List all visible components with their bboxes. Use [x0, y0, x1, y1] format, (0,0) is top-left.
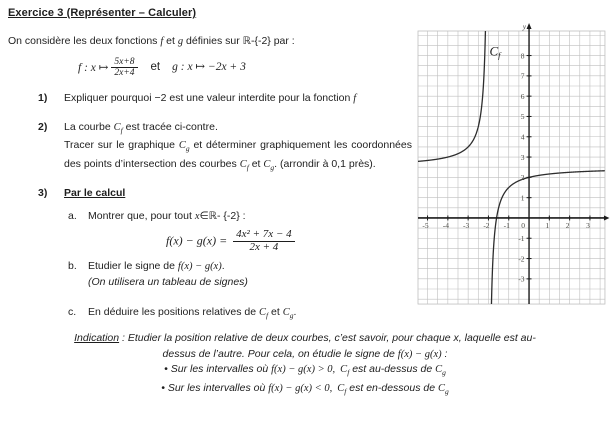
question-1: [8, 91, 412, 107]
bullet1-math: f(x) − g(x) > 0,: [271, 364, 336, 375]
q3a-post: ∈ℝ- {-2} :: [199, 209, 246, 222]
intro-and: et: [163, 35, 178, 47]
curve-letter: C: [282, 307, 290, 319]
svg-text:8: 8: [520, 51, 525, 61]
q3a-pre: Montrer que, pour tout: [88, 209, 195, 222]
question-1-body: Expliquer pourquoi −2 est une valeur interdite pour la fonction: [64, 92, 354, 104]
curve-g-symbol: [263, 159, 274, 170]
svg-text:-5: -5: [422, 220, 429, 230]
indication-line1-rest: : Etudier la position relative de deux courbes, c’est savoir, pour chaque x, laquelle est au-: [119, 332, 536, 344]
svg-text:Cf: Cf: [489, 43, 501, 61]
curve-letter: C: [438, 382, 446, 394]
q2-line1-post: est tracée ci-contre.: [122, 120, 218, 133]
function-graph: [412, 23, 610, 314]
curve-g-symbol: [438, 383, 449, 394]
svg-text:1: 1: [545, 220, 550, 230]
svg-text:4: 4: [520, 132, 525, 142]
bullet-icon: •: [164, 363, 168, 375]
svg-text:-4: -4: [442, 220, 449, 230]
indication-bullet-1: [25, 362, 585, 381]
q3b-pre: Etudier le signe de: [88, 260, 178, 273]
indication-bullet-2: [25, 381, 585, 400]
curve-f-subscript: f: [266, 311, 269, 321]
q3b-math: f(x) − g(x): [177, 261, 222, 273]
function-graph-svg: [412, 23, 610, 309]
svg-text:-2: -2: [518, 254, 525, 264]
curve-g-symbol: [178, 140, 190, 154]
svg-text:5: 5: [520, 112, 525, 122]
q3c-pre: En déduire les positions relatives de: [88, 306, 260, 319]
curve-f-subscript: f: [347, 368, 350, 378]
curve-g-symbol: [282, 306, 297, 321]
question-1-text: [64, 91, 412, 107]
q2-para-post: . (arrondir à 0,1 près).: [274, 157, 376, 170]
question-3-number: 3): [38, 187, 48, 200]
svg-text:-1: -1: [503, 220, 510, 230]
difference-formula: [166, 229, 412, 254]
indication-line2-pre: dessus de l’autre. Pour cela, on étudie le signe de: [162, 347, 398, 360]
bullet2-pre: Sur les intervalles où: [164, 381, 269, 394]
f-definition-lead: f : x ↦: [78, 61, 109, 74]
q2-para-mid: et déterminer graphiquement les coordonnées des points d’intersection des courbes: [64, 139, 412, 170]
q3b-line1: [88, 259, 412, 275]
curve-letter: C: [259, 307, 267, 319]
f-symbol: f: [160, 36, 164, 47]
question-3c-text: [88, 305, 412, 324]
f-fraction-numerator: 5x+8: [111, 57, 137, 68]
curve-g-subscript: g: [270, 162, 275, 172]
curve-letter: C: [178, 140, 186, 152]
question-3-heading: Par le calcul: [64, 187, 126, 200]
curve-f-subscript: f: [246, 162, 249, 172]
indication-line2-end: :: [441, 347, 448, 360]
function-definitions: [78, 57, 412, 79]
indication-line1: [25, 331, 585, 347]
question-2-line1: [64, 120, 412, 139]
q2-para-pre: Tracer sur le graphique: [64, 139, 179, 152]
question-3a-label: a.: [68, 209, 77, 222]
svg-text:-3: -3: [463, 220, 470, 230]
question-3b-label: b.: [68, 260, 77, 273]
indication-line2: [25, 347, 585, 363]
indication-note: [25, 331, 585, 399]
svg-text:-1: -1: [518, 233, 525, 243]
bullet2-math: f(x) − g(x) < 0,: [268, 382, 333, 394]
curve-f-symbol: [259, 307, 269, 321]
svg-text:3: 3: [586, 220, 590, 230]
difference-numerator: 4x² + 7x − 4: [233, 229, 294, 242]
q3b-note: (On utilisera un tableau de signes): [88, 275, 248, 288]
bullet-icon: •: [161, 381, 165, 394]
curve-f-symbol: [240, 159, 249, 170]
bullet1-pre: Sur les intervalles où: [167, 363, 272, 375]
q2-line1-pre: La courbe: [64, 120, 114, 133]
curve-letter: C: [113, 121, 121, 133]
question-3c-label: c.: [68, 306, 77, 319]
g-definition: g : x ↦ −2x + 3: [172, 61, 246, 74]
q3b-post: .: [221, 260, 225, 273]
question-3-heading-wrap: [64, 186, 412, 202]
question-3a-text: [88, 209, 412, 225]
q3c-post: .: [293, 306, 297, 319]
text-column: [8, 34, 412, 324]
curve-letter: C: [263, 158, 271, 170]
intro-line: [8, 34, 412, 50]
curve-g-subscript: g: [442, 368, 446, 378]
question-3c: [68, 305, 412, 324]
bullet1-mid: est au-dessus de: [349, 363, 436, 375]
curve-f-symbol: [340, 364, 350, 378]
question-1-number: 1): [38, 92, 48, 104]
curve-g-symbol: [435, 364, 446, 378]
bullet2-mid: est en-dessous de: [346, 381, 438, 394]
exercise-title-text: Exercice 3 (Représenter – Calculer): [8, 7, 197, 19]
svg-text:y: y: [522, 23, 527, 31]
svg-text:-2: -2: [483, 220, 490, 230]
svg-text:1: 1: [520, 193, 525, 203]
difference-denominator: 2x + 4: [249, 241, 279, 254]
q2-para-and: et: [248, 157, 264, 170]
f-symbol: f: [353, 93, 357, 104]
g-symbol: g: [177, 36, 184, 47]
difference-lhs: f(x) − g(x) =: [166, 233, 228, 248]
intro-post: définies sur ℝ-{-2} par :: [183, 35, 295, 47]
curve-letter: C: [239, 158, 247, 170]
exercise-title: [8, 7, 196, 19]
svg-text:6: 6: [520, 91, 525, 101]
curve-f-subscript: f: [120, 125, 123, 135]
svg-text:7: 7: [520, 71, 525, 81]
svg-text:-3: -3: [518, 274, 525, 284]
curve-letter: C: [337, 382, 345, 394]
curve-g-subscript: g: [185, 144, 190, 154]
curve-f-subscript: f: [344, 386, 347, 396]
svg-text:2: 2: [565, 220, 570, 230]
curve-f-symbol: [337, 383, 346, 394]
definitions-connector: et: [150, 61, 161, 74]
svg-text:2: 2: [520, 173, 525, 183]
x-symbol: x: [194, 210, 200, 222]
question-3b: [68, 259, 412, 290]
f-fraction-denominator: 2x+4: [114, 67, 135, 78]
svg-text:3: 3: [520, 152, 525, 162]
curve-f-symbol: [114, 122, 123, 133]
indication-label: Indication: [74, 332, 120, 344]
question-3a: [68, 209, 412, 225]
curve-letter: C: [435, 364, 443, 375]
question-2-paragraph: [64, 138, 412, 175]
f-fraction: [111, 57, 137, 79]
question-3: [8, 186, 412, 202]
svg-text:0: 0: [521, 220, 526, 230]
question-3b-text: [88, 259, 412, 290]
q3c-and: et: [268, 306, 283, 319]
difference-fraction: [233, 229, 294, 254]
curve-g-subscript: g: [289, 311, 294, 321]
curve-letter: C: [340, 364, 348, 375]
question-2-number: 2): [38, 120, 48, 133]
question-2: [8, 120, 412, 176]
indication-line2-math: f(x) − g(x): [397, 348, 442, 360]
intro-pre: On considère les deux fonctions: [8, 35, 161, 47]
curve-g-subscript: g: [445, 386, 449, 396]
question-2-text: [64, 120, 412, 176]
